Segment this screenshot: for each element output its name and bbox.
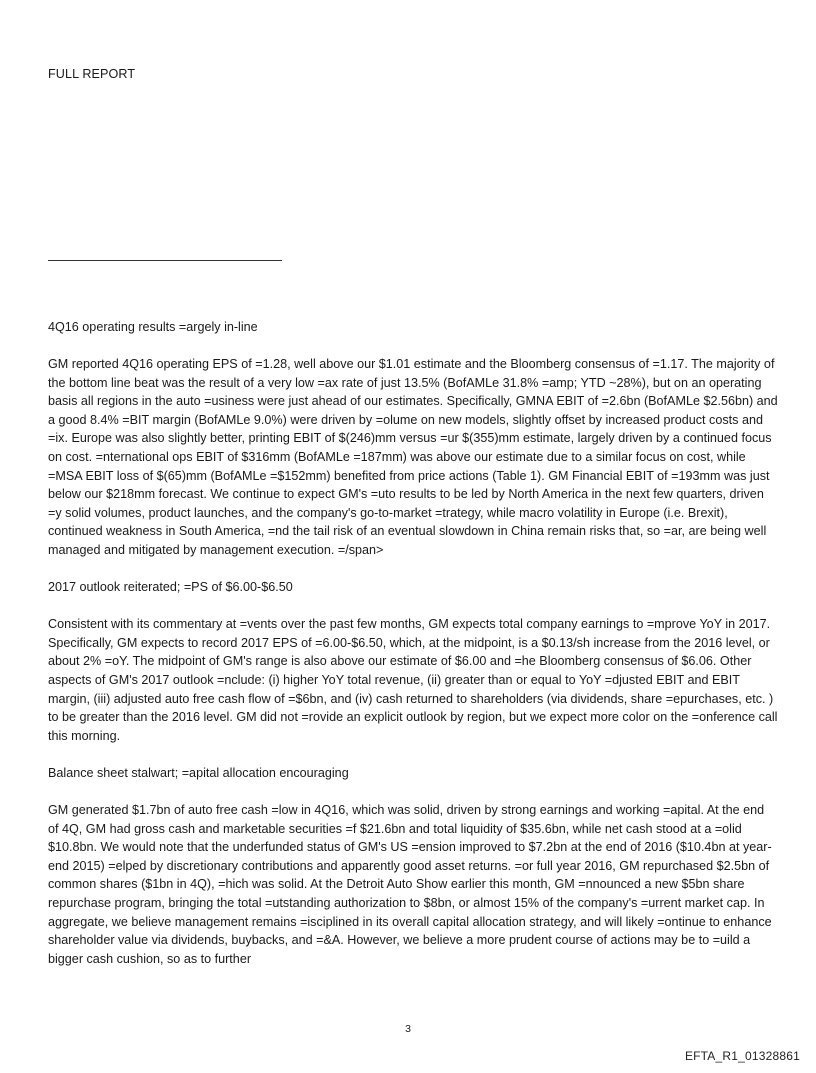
section-heading-outlook: 2017 outlook reiterated; =PS of $6.00-$6.50 (48, 580, 293, 595)
page-number: 3 (405, 1023, 411, 1035)
section-paragraph-balance-sheet: GM generated $1.7bn of auto free cash =low in 4Q16, which was solid, driven by strong earnings and working =apital. At the end of 4Q, GM had gross cash and marketable securities =f $21.6bn and total liquidity of $35.6bn, while net cash stood at a =olid $10.8bn. We would note that the underfunded status of GM's US =ension improved to $7.2bn at the end of 2016 ($10.4bn at year-end 2015) =elped by discretionary contributions and apparently good asset returns. =or full year 2016, GM repurchased $2.5bn of common shares ($1bn in 4Q), =hich was solid. At the Detroit Auto Show earlier this month, GM =nnounced a new $5bn share repurchase program, bringing the total =utstanding authorization to $8bn, or almost 15% of the company's =urrent market cap. In aggregate, we believe management remains =isciplined in its overall capital allocation strategy, and will likely =ontinue to enhance shareholder value via dividends, buybacks, and =&A. However, we believe a more prudent course of actions may be to =uild a bigger cash cushion, so as to further (48, 802, 772, 966)
section-heading-results: 4Q16 operating results =argely in-line (48, 320, 258, 334)
footnote-divider (48, 260, 282, 261)
report-body (48, 318, 778, 987)
report-header-label: FULL REPORT (48, 67, 136, 81)
section-heading-balance-sheet: Balance sheet stalwart; =apital allocation encouraging (48, 765, 349, 780)
section-paragraph-outlook: Consistent with its commentary at =vents over the past few months, GM expects total company earnings to =mprove YoY in 2017. Specifically, GM expects to record 2017 EPS of =6.00-$6.50, which, at the midpoint, is a $0.13/sh increase from the 2016 level, or about 2% =oY. The midpoint of GM's range is also above our estimate of $6.00 and =he Bloomberg consensus of $6.06. Other aspects of GM's 2017 outlook =nclude: (i) higher YoY total revenue, (ii) greater than or equal to YoY =djusted EBIT and EBIT margin, (iii) adjusted auto free cash flow of =$6bn, and (iv) cash returned to shareholders (via dividends, share =epurchases, etc. ) to be greater than the 2016 level. GM did not =rovide an explicit outlook by region, but we expect more color on the =onference call this morning. (48, 617, 778, 743)
document-id-stamp: EFTA_R1_01328861 (684, 1049, 800, 1063)
section-paragraph-results: GM reported 4Q16 operating EPS of =1.28, well above our $1.01 estimate and the Bloomberg consensus of =1.17. The majority of the bottom line beat was the result of a very low =ax rate of just 13.5% (BofAMLe 31.8% =amp; YTD ~28%), but on an operating basis all regions in the auto =usiness were just ahead of our estimates. Specifically, GMNA EBIT of =2.6bn (BofAMLe $2.56bn) and a good 8.4% =BIT margin (BofAMLe 9.0%) were driven by =olume on new models, slightly offset by increased product costs and =ix. Europe was also slightly better, printing EBIT of $(246)mm versus =ur $(355)mm estimate, largely driven by a continued focus on cost. =nternational ops EBIT of $316mm (BofAMLe =187mm) was above our estimate due to a similar focus on cost, while =MSA EBIT loss of $(65)mm (BofAMLe =$152mm) benefited from price actions (Table 1). GM Financial EBIT of =193mm was just below our $218mm forecast. We continue to expect GM's =uto results to be led by North America in the next few quarters, driven =y solid volumes, product launches, and the company's go-to-market =trategy, while macro volatility in Europe (i.e. Brexit), continued weakness in South America, =nd the tail risk of an eventual slowdown in China remain risks that, so =ar, are being well managed and mitigated by management execution. =/span> (48, 357, 778, 558)
